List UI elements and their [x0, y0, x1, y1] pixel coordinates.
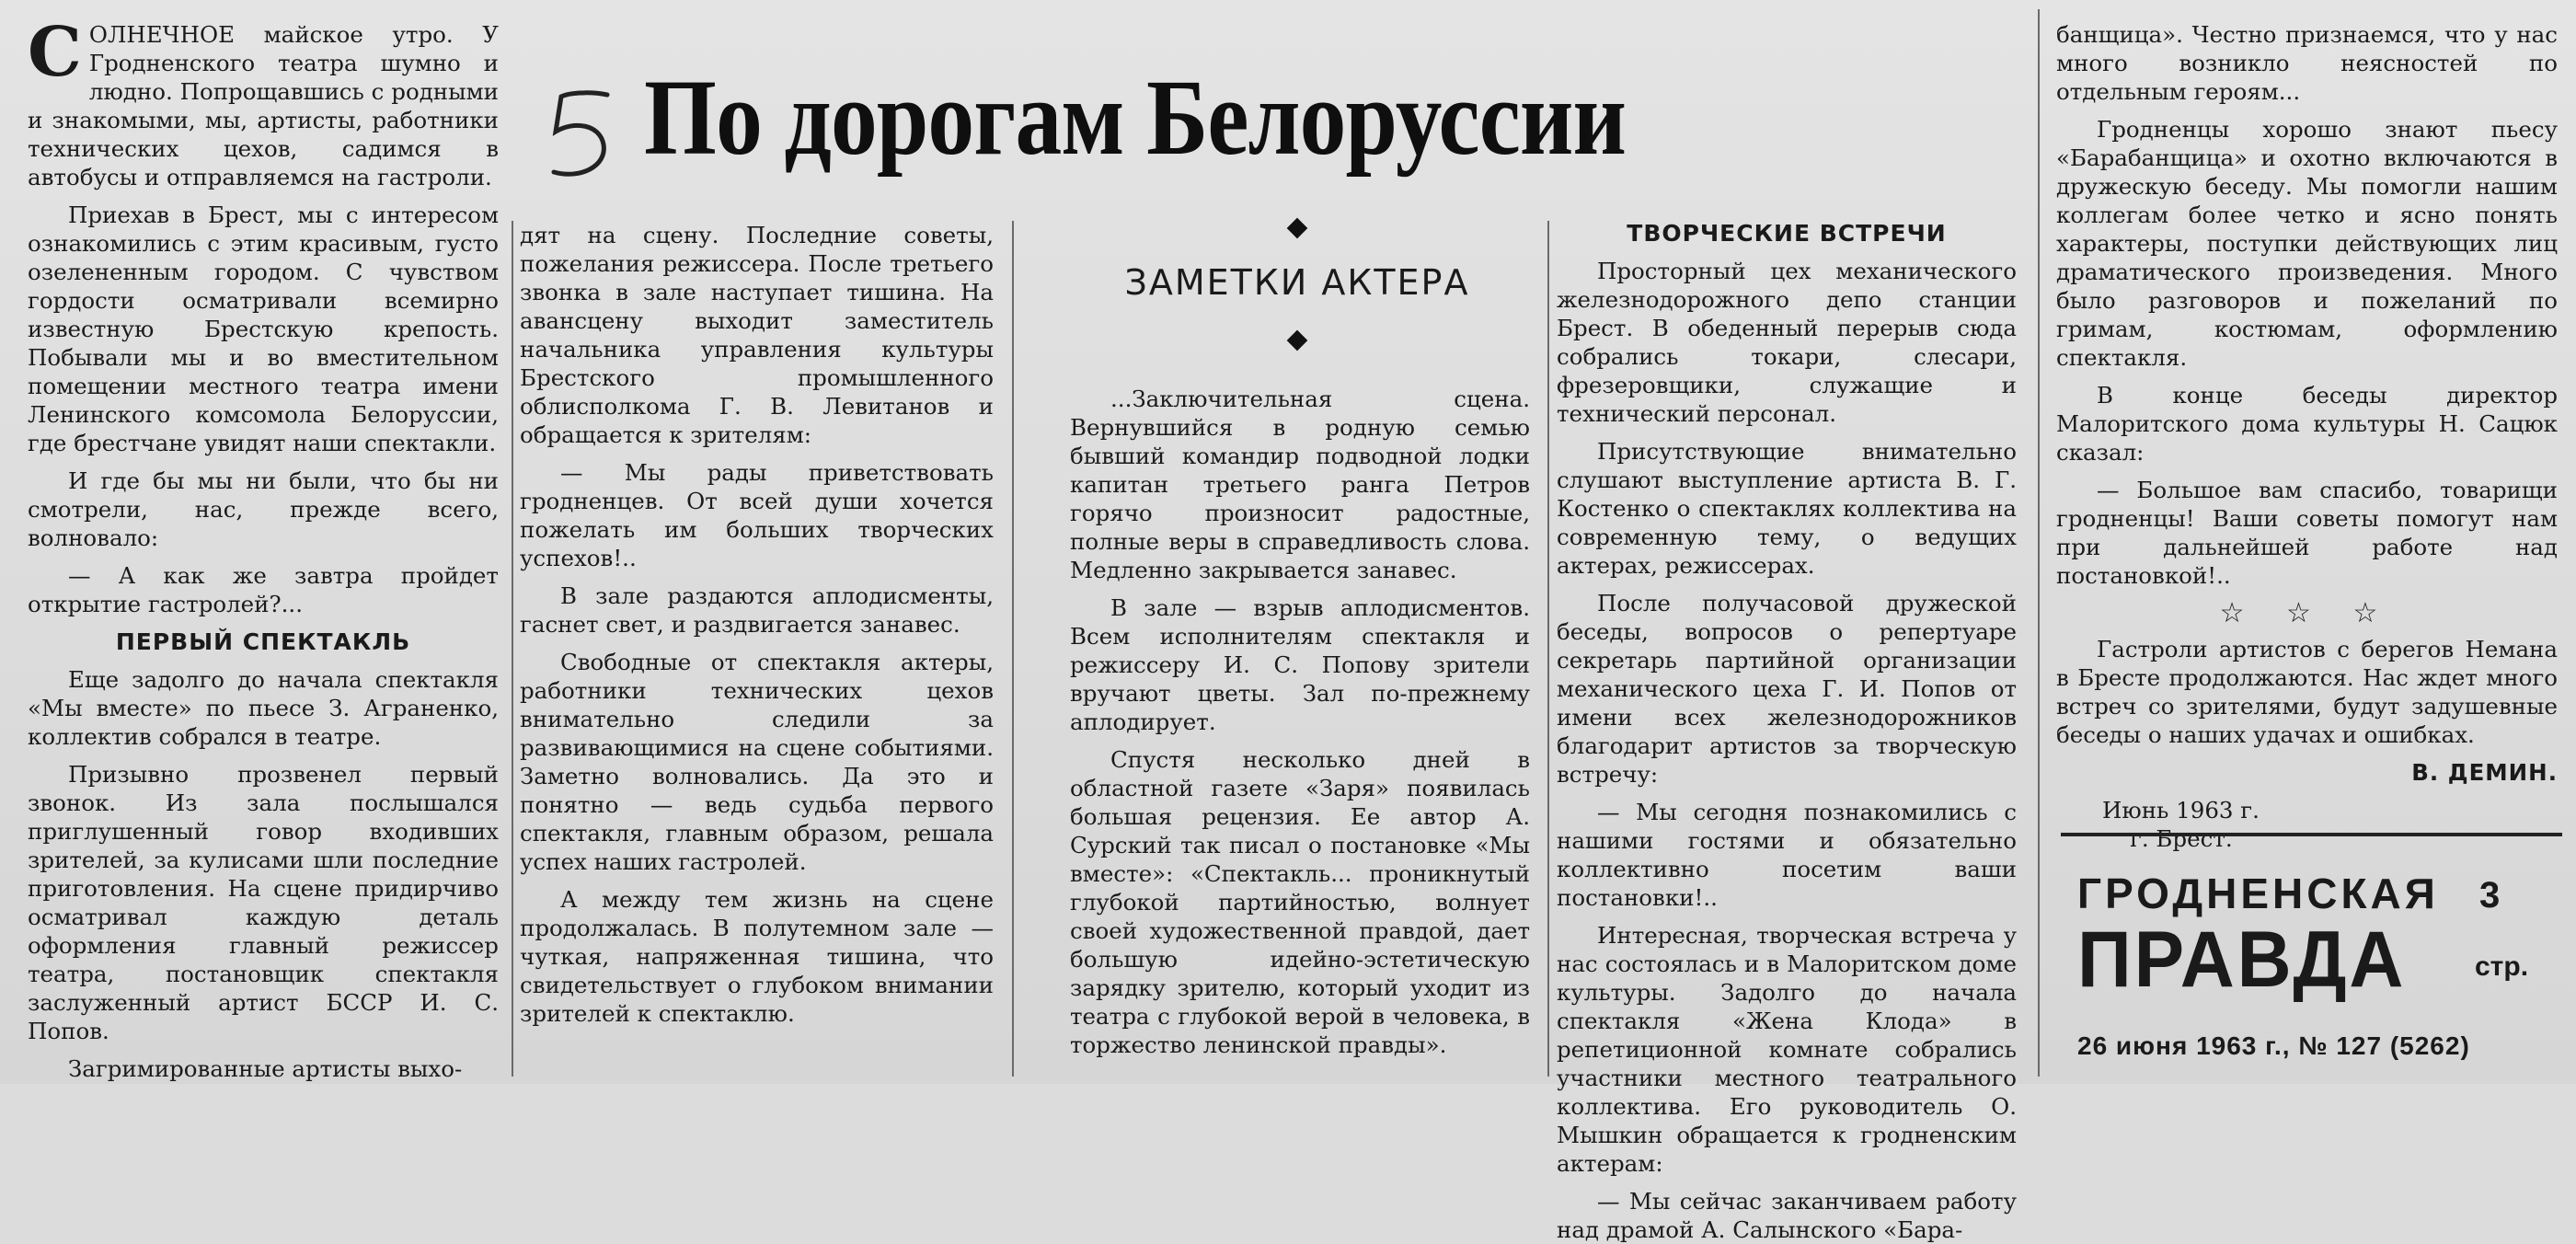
article-column-4: [1557, 212, 2017, 1243]
column-divider: [1012, 221, 1014, 1077]
paragraph: ...Заключительная сцена. Вернувшийся в родную семью бывший командир подводной лодки капитан третьего ранга Петров горячо произносит радостные, полные веры в справедливость слова. Медленно закрывается занавес.: [1070, 386, 1530, 583]
paragraph: — Мы сейчас заканчиваем работу над драмой А. Салынского «Бара-: [1557, 1188, 2017, 1243]
column-divider: [1547, 221, 1549, 1077]
article-column-3: [1070, 385, 1530, 1079]
paragraph: В конце беседы директор Малоритского дома культуры Н. Сацюк сказал:: [2056, 382, 2558, 466]
author-signature: В. ДЕМИН.: [2411, 759, 2558, 786]
paragraph: Еще задолго до начала спектакля «Мы вместе» по пьесе З. Аграненко, коллектив собрался в театре.: [28, 666, 499, 750]
paragraph: Присутствующие внимательно слушают выступление артиста В. Г. Костенко о спектаклях коллектива на современную тему, о ведущих актерах, режиссерах.: [1557, 438, 2017, 579]
paragraph: Просторный цех механического железнодорожного депо станции Брест. В обеденный перерыв сюда собрались токари, слесари, фрезеровщики, служащие и технический персонал.: [1557, 258, 2017, 427]
article-column-1: [28, 13, 499, 1082]
headline: По дорогам Белоруссии: [644, 57, 1627, 178]
ornament-diamond: [1287, 330, 1308, 351]
paragraph: Приехав в Брест, мы с интересом ознакомились с этим красивым, густо озелененным городом. С чувством гордости осматривали всемирно известную Брестскую крепость. Побывали мы и во вместительном помещении местного театра имени Ленинского комсомола Белоруссии, где брестчане увидят наши спектакли.: [28, 202, 499, 456]
masthead-page-number: 3: [2479, 875, 2501, 916]
section-heading: ПЕРВЫЙ СПЕКТАКЛЬ: [115, 628, 411, 655]
paragraph: Спустя несколько дней в областной газете «Заря» появилась большая рецензия. Ее автор А. Сурский так писал о постановке «Мы вместе»: «Спектакль... проникнутый глубокой партийностью, волнует своей художественной правдой, дает большую идейно-эстетическую зарядку зрителю, который уходит из театра с глубокой верой в человека, в торжество ленинской правды».: [1070, 746, 1530, 1058]
masthead-page-label: стр.: [2475, 951, 2529, 982]
paragraph: — Мы сегодня познакомились с нашими гостями и обязательно коллективно посетим ваши постановки!..: [1557, 799, 2017, 911]
paragraph: дят на сцену. Последние советы, пожелания режиссера. После третьего звонка в зале наступает тишина. На авансцену выходит заместитель начальника управления культуры Брестского промышленного облисполкома Г. В. Левитанов и обращается к зрителям:: [520, 222, 994, 448]
paragraph: — Большое вам спасибо, товарищи гродненцы! Ваши советы помогут нам при дальнейшей работе над постановкой!..: [2056, 477, 2558, 589]
star-divider: ☆ ☆ ☆: [2219, 597, 2395, 629]
masthead-issue-date: 26 июня 1963 г., № 127 (5262): [2077, 1031, 2470, 1060]
masthead-name-line2: ПРАВДА: [2077, 916, 2407, 1004]
column-divider: [512, 221, 513, 1077]
paragraph: — А как же завтра пройдет открытие гастролей?...: [28, 562, 499, 617]
paragraph: А между тем жизнь на сцене продолжалась. В полутемном зале — чуткая, напряженная тишина, что свидетельствует о глубоком внимании зрителей к спектаклю.: [520, 886, 994, 1027]
paragraph: — Мы рады приветствовать гродненцев. От всей души хочется пожелать им больших творческих успехов!..: [520, 459, 994, 571]
masthead-name-line1: ГРОДНЕНСКАЯ: [2077, 870, 2439, 917]
drop-cap: С: [28, 13, 82, 92]
article-column-2: [520, 221, 994, 1078]
section-heading: ТВОРЧЕСКИЕ ВСТРЕЧИ: [1627, 220, 1947, 247]
article-column-5: [2056, 20, 2558, 852]
newspaper-masthead: [2061, 833, 2562, 1085]
handwritten-mark: [543, 87, 626, 189]
paragraph: После получасовой дружеской беседы, вопросов о репертуаре секретарь партийной организации механического цеха Г. И. Попов от имени всех железнодорожников благодарит артистов за творческую встречу:: [1557, 590, 2017, 788]
place-line: г. Брест.: [2130, 825, 2233, 852]
paragraph: В зале — взрыв аплодисментов. Всем исполнителям спектакля и режиссеру И. С. Попову зрители вручают цветы. Зал по-прежнему аплодирует.: [1070, 594, 1530, 735]
paragraph: Загримированные артисты выхо-: [68, 1055, 463, 1082]
paragraph: банщица». Честно признаемся, что у нас много возникло неясностей по отдельным героям...: [2056, 21, 2558, 105]
paragraph: Свободные от спектакля актеры, работники технических цехов внимательно следили за развивающимися на сцене событиями. Заметно волновались. Да это и понятно — ведь судьба первого спектакля, главным образом, решала успех наших гастролей.: [520, 649, 994, 875]
paragraph: В зале раздаются аплодисменты, гаснет свет, и раздвигается занавес.: [520, 582, 994, 638]
date-line: Июнь 1963 г.: [2102, 797, 2260, 824]
column-divider: [2038, 9, 2040, 1077]
paragraph: Призывно прозвенел первый звонок. Из зала послышался приглушенный говор входивших зрителей, за кулисами шли последние приготовления. На сцене придирчиво осматривал каждую деталь оформления главный режиссер театра, постановщик спектакля заслуженный артист БССР И. С. Попов.: [28, 761, 499, 1044]
subtitle: ЗАМЕТКИ АКТЕРА: [1124, 262, 1470, 303]
ornament-diamond: [1287, 218, 1308, 239]
opening-paragraph: СОЛНЕЧНОЕ майское утро. У Гродненского театра шумно и людно. Попрощавшись с родными и знакомыми, мы, артисты, работники технических цехов, садимся в автобусы и отправляемся на гастроли.: [28, 13, 499, 190]
paragraph: И где бы мы ни были, что бы ни смотрели, нас, прежде всего, волновало:: [28, 467, 499, 551]
paragraph: Интересная, творческая встреча у нас состоялась и в Малоритском доме культуры. Задолго до начала спектакля «Жена Клода» в репетиционной комнате собрались участники местного театрального коллектива. Его руководитель О. Мышкин обращается к гродненским актерам:: [1557, 922, 2017, 1177]
paragraph: Гродненцы хорошо знают пьесу «Барабанщица» и охотно включаются в дружескую беседу. Мы помогли нашим коллегам более четко и ясно понять характеры, поступки действующих лиц драматического произведения. Много было разговоров и пожеланий по гримам, костюмам, оформлению спектакля.: [2056, 116, 2558, 371]
paragraph: Гастроли артистов с берегов Немана в Бресте продолжаются. Нас ждет много встреч со зрителями, будут задушевные беседы о наших удачах и ошибках.: [2056, 636, 2558, 748]
